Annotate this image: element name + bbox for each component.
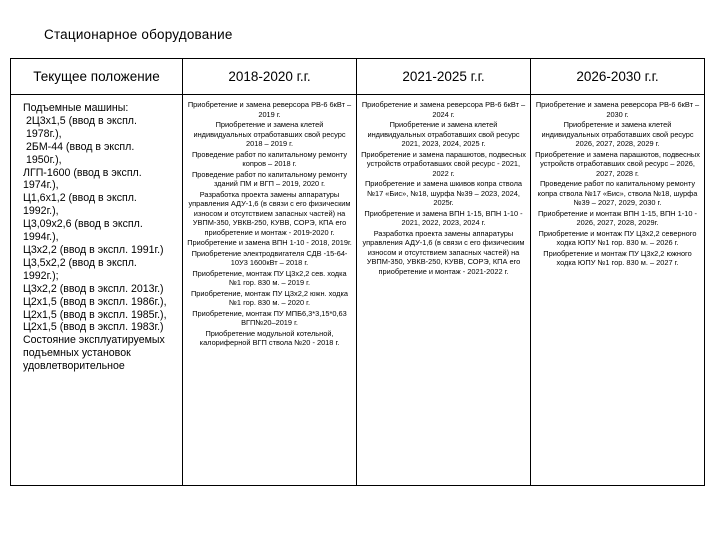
plan-item: Приобретение и замена реверсора РВ-6 6кВт – 2019 г.	[187, 100, 352, 119]
plan-item: Проведение работ по капитальному ремонту копра ствола №17 «Бис», ствола №18, шурфа №39 – 2027, 2029, 2030 г.	[537, 179, 698, 207]
current-line: 1994г.),	[23, 231, 59, 244]
page-title: Стационарное оборудование	[44, 27, 233, 42]
header-current: Текущее положение	[11, 59, 183, 95]
plan-2021-2025-cell	[357, 95, 531, 486]
current-line: Ц1,6х1,2 (ввод в экспл.	[23, 192, 137, 205]
plan-item: Проведение работ по капитальному ремонту зданий ПМ и ВГП – 2019, 2020 г.	[191, 169, 348, 188]
body-row	[11, 95, 705, 486]
plan-item: Приобретение и замена клетей индивидуальных отработавших свой ресурс 2026, 2027, 2028, 2029 г.	[541, 120, 694, 148]
plan-2026-2030-cell	[531, 95, 705, 486]
plan-item: Приобретение и замена реверсора РВ-6 6кВт – 2024 г.	[361, 100, 526, 119]
header-row	[11, 59, 705, 95]
plan-item: Приобретение электродвигателя СДВ -15-64-10У3 1600кВт – 2018 г.	[191, 248, 348, 267]
plan-item: Приобретение и замена клетей индивидуальных отработавших свой ресурс 2021, 2023, 2024, 2025 г.	[367, 120, 520, 148]
plan-item: Разработка проекта замены аппаратуры управления АДУ-1,6 (в связи с его физическим износом и отсутствием запасных частей) на УВПМ-350, УВКВ-250, КУВВ, СОРЭ, КПА его приобретение и монтаж - 2021-2022 г.	[362, 228, 525, 276]
current-line: 2Ц3х1,5 (ввод в экспл.	[26, 114, 137, 127]
plan-item: Приобретение и монтаж ПУ Ц3х2,2 южного ходка ЮПУ №1 гор. 830 м. – 2027 г.	[543, 248, 692, 267]
current-state-cell	[11, 95, 183, 486]
header-2026-2030: 2026-2030 г.г.	[531, 59, 705, 95]
plan-item: Приобретение и замена клетей индивидуальных отработавших свой ресурс 2018 – 2019 г.	[193, 120, 346, 148]
current-line: 1978г.),	[26, 127, 62, 140]
current-line: 1992г.),	[23, 205, 59, 218]
plan-2018-2020-cell	[183, 95, 357, 486]
current-line: Ц3х2,2 (ввод в экспл. 2013г.)	[23, 282, 164, 295]
current-line: Ц2х1,5 (ввод в экспл. 1986г.),	[23, 295, 167, 308]
current-line: Ц3,5х2,2 (ввод в экспл.	[23, 256, 137, 269]
current-line: 1974г.),	[23, 179, 59, 192]
current-line: Ц2х1,5 (ввод в экспл. 1985г.),	[23, 308, 167, 321]
plan-item: Приобретение и замена шкивов копра ствола №17 «Бис», №18, шурфа №39 – 2023, 2024, 2025г.	[365, 179, 522, 207]
plan-item: Приобретение, монтаж ПУ Ц3х2,2 южн. ходка №1 гор. 830 м. – 2020 г.	[190, 288, 349, 307]
current-line: удовлетворительное	[23, 360, 125, 373]
plan-item: Приобретение, монтаж ПУ Ц3х2,2 сев. ходка №1 гор. 830 м. – 2019 г.	[192, 268, 347, 287]
current-line: Ц3х2,2 (ввод в экспл. 1991г.)	[23, 243, 164, 256]
plan-item: Приобретение и замена парашютов, подвесных устройств отработавших свой ресурс - 2021, 2022 г.	[361, 149, 526, 178]
plan-item: Приобретение и монтаж ВПН 1-15, ВПН 1-10 - 2026, 2027, 2028, 2029г.	[538, 208, 697, 227]
current-line: Ц2х1,5 (ввод в экспл. 1983г.)	[23, 321, 164, 334]
current-line: ЛГП-1600 (ввод в экспл.	[23, 166, 142, 179]
plan-item: Приобретение и монтаж ПУ Ц3х2,2 северного ходка ЮПУ №1 гор. 830 м. – 2026 г.	[538, 228, 697, 247]
plan-item: Приобретение модульной котельной, калориферной ВГП ствола №20 - 2018 г.	[199, 328, 340, 347]
equipment-table	[10, 58, 705, 486]
header-2018-2020: 2018-2020 г.г.	[183, 59, 357, 95]
plan-item: Приобретение, монтаж ПУ МПБ6,3*3,15*0,63 ВГП№20–2019 г.	[192, 308, 347, 327]
current-line: подъемных установок	[23, 347, 131, 360]
plan-item: Приобретение и замена ВПН 1-10 - 2018, 2019г.	[187, 238, 352, 247]
plan-item: Приобретение и замена ВПН 1-15, ВПН 1-10 - 2021, 2022, 2023, 2024 г.	[364, 208, 523, 227]
current-line: Ц3,09х2,6 (ввод в экспл.	[23, 218, 143, 231]
current-line: 1950г.),	[26, 153, 62, 166]
current-line: Состояние эксплуатируемых	[23, 334, 165, 347]
plan-item: Разработка проекта замены аппаратуры управления АДУ-1,6 (в связи с его физическим износом и отсутствием запасных частей) на УВПМ-350, УВКВ-250, КУВВ, СОРЭ, КПА его приобретение и монтаж - 2019-2020 г.	[188, 189, 351, 237]
current-line: Подъемные машины:	[23, 102, 129, 114]
header-2021-2025: 2021-2025 г.г.	[357, 59, 531, 95]
current-line: 2БМ-44 (ввод в экспл.	[26, 140, 135, 153]
plan-item: Проведение работ по капитальному ремонту копров – 2018 г.	[191, 149, 348, 168]
plan-item: Приобретение и замена реверсора РВ-6 6кВт – 2030 г.	[535, 100, 700, 119]
plan-item: Приобретение и замена парашютов, подвесных устройств отработавших свой ресурс – 2026, 2027, 2028 г.	[535, 149, 700, 178]
current-line: 1992г.);	[23, 269, 59, 282]
